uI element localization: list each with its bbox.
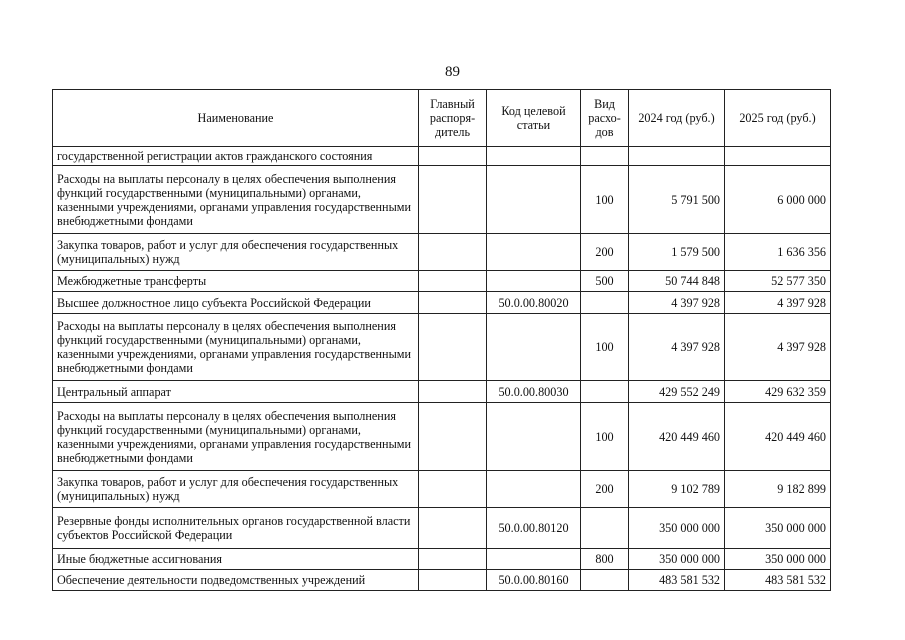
cell-code <box>487 271 581 292</box>
cell-type: 100 <box>581 166 629 234</box>
cell-code: 50.0.00.80120 <box>487 508 581 549</box>
cell-2024: 429 552 249 <box>629 381 725 403</box>
header-2024: 2024 год (руб.) <box>629 90 725 147</box>
cell-type: 100 <box>581 314 629 381</box>
cell-name: Резервные фонды исполнительных органов государственной власти субъектов Российской Федерации <box>53 508 419 549</box>
cell-code <box>487 549 581 570</box>
cell-2025: 1 636 356 <box>725 234 831 271</box>
cell-2025: 6 000 000 <box>725 166 831 234</box>
cell-name: Обеспечение деятельности подведомственных учреждений <box>53 570 419 591</box>
table-row <box>53 381 831 403</box>
table-row <box>53 314 831 381</box>
cell-2025 <box>725 147 831 166</box>
table-row <box>53 570 831 591</box>
cell-code: 50.0.00.80160 <box>487 570 581 591</box>
table-row <box>53 403 831 471</box>
header-type: Вид расхо-дов <box>581 90 629 147</box>
cell-2025: 420 449 460 <box>725 403 831 471</box>
cell-2025: 350 000 000 <box>725 508 831 549</box>
cell-name: Расходы на выплаты персоналу в целях обеспечения выполнения функций государственными (муниципальными) органами, казенными учреждениями, органами управления государственными внебюджетными фондами <box>53 166 419 234</box>
cell-type: 800 <box>581 549 629 570</box>
cell-2024: 350 000 000 <box>629 508 725 549</box>
cell-name: Высшее должностное лицо субъекта Российской Федерации <box>53 292 419 314</box>
cell-admin <box>419 234 487 271</box>
cell-name: Расходы на выплаты персоналу в целях обеспечения выполнения функций государственными (муниципальными) органами, казенными учреждениями, органами управления государственными внебюджетными фондами <box>53 403 419 471</box>
table-row <box>53 549 831 570</box>
cell-type <box>581 147 629 166</box>
header-name: Наименование <box>53 90 419 147</box>
cell-2024: 483 581 532 <box>629 570 725 591</box>
cell-admin <box>419 381 487 403</box>
cell-type <box>581 292 629 314</box>
cell-name: Закупка товаров, работ и услуг для обеспечения государственных (муниципальных) нужд <box>53 234 419 271</box>
cell-admin <box>419 508 487 549</box>
header-code: Код целевой статьи <box>487 90 581 147</box>
table-row <box>53 271 831 292</box>
cell-2024: 4 397 928 <box>629 292 725 314</box>
cell-code <box>487 147 581 166</box>
cell-type <box>581 508 629 549</box>
cell-code <box>487 234 581 271</box>
cell-2025: 4 397 928 <box>725 314 831 381</box>
cell-admin <box>419 403 487 471</box>
cell-2025: 429 632 359 <box>725 381 831 403</box>
table-row <box>53 471 831 508</box>
cell-admin <box>419 292 487 314</box>
cell-name: Иные бюджетные ассигнования <box>53 549 419 570</box>
cell-type: 500 <box>581 271 629 292</box>
cell-admin <box>419 549 487 570</box>
table-row <box>53 166 831 234</box>
table-row <box>53 292 831 314</box>
table-row <box>53 508 831 549</box>
cell-2024: 420 449 460 <box>629 403 725 471</box>
table-row <box>53 234 831 271</box>
cell-2024: 50 744 848 <box>629 271 725 292</box>
cell-2025: 52 577 350 <box>725 271 831 292</box>
page-number: 89 <box>445 64 460 80</box>
cell-type <box>581 381 629 403</box>
cell-name: государственной регистрации актов гражданского состояния <box>53 147 419 166</box>
cell-name: Расходы на выплаты персоналу в целях обеспечения выполнения функций государственными (муниципальными) органами, казенными учреждениями, органами управления государственными внебюджетными фондами <box>53 314 419 381</box>
header-admin: Главный распоря-дитель <box>419 90 487 147</box>
cell-code: 50.0.00.80020 <box>487 292 581 314</box>
cell-2025: 4 397 928 <box>725 292 831 314</box>
cell-admin <box>419 314 487 381</box>
table-row <box>53 147 831 166</box>
cell-admin <box>419 570 487 591</box>
cell-type: 200 <box>581 234 629 271</box>
cell-name: Закупка товаров, работ и услуг для обеспечения государственных (муниципальных) нужд <box>53 471 419 508</box>
cell-code <box>487 403 581 471</box>
cell-admin <box>419 147 487 166</box>
cell-admin <box>419 271 487 292</box>
cell-code <box>487 314 581 381</box>
cell-code <box>487 471 581 508</box>
cell-2025: 9 182 899 <box>725 471 831 508</box>
header-row <box>53 90 831 147</box>
cell-admin <box>419 166 487 234</box>
cell-2025: 350 000 000 <box>725 549 831 570</box>
header-2025: 2025 год (руб.) <box>725 90 831 147</box>
cell-admin <box>419 471 487 508</box>
cell-2024: 350 000 000 <box>629 549 725 570</box>
cell-2024: 9 102 789 <box>629 471 725 508</box>
cell-type: 200 <box>581 471 629 508</box>
cell-type: 100 <box>581 403 629 471</box>
cell-name: Центральный аппарат <box>53 381 419 403</box>
cell-2024 <box>629 147 725 166</box>
cell-code: 50.0.00.80030 <box>487 381 581 403</box>
cell-2024: 5 791 500 <box>629 166 725 234</box>
cell-2024: 4 397 928 <box>629 314 725 381</box>
cell-2025: 483 581 532 <box>725 570 831 591</box>
cell-2024: 1 579 500 <box>629 234 725 271</box>
cell-name: Межбюджетные трансферты <box>53 271 419 292</box>
budget-table <box>52 89 831 591</box>
cell-type <box>581 570 629 591</box>
cell-code <box>487 166 581 234</box>
